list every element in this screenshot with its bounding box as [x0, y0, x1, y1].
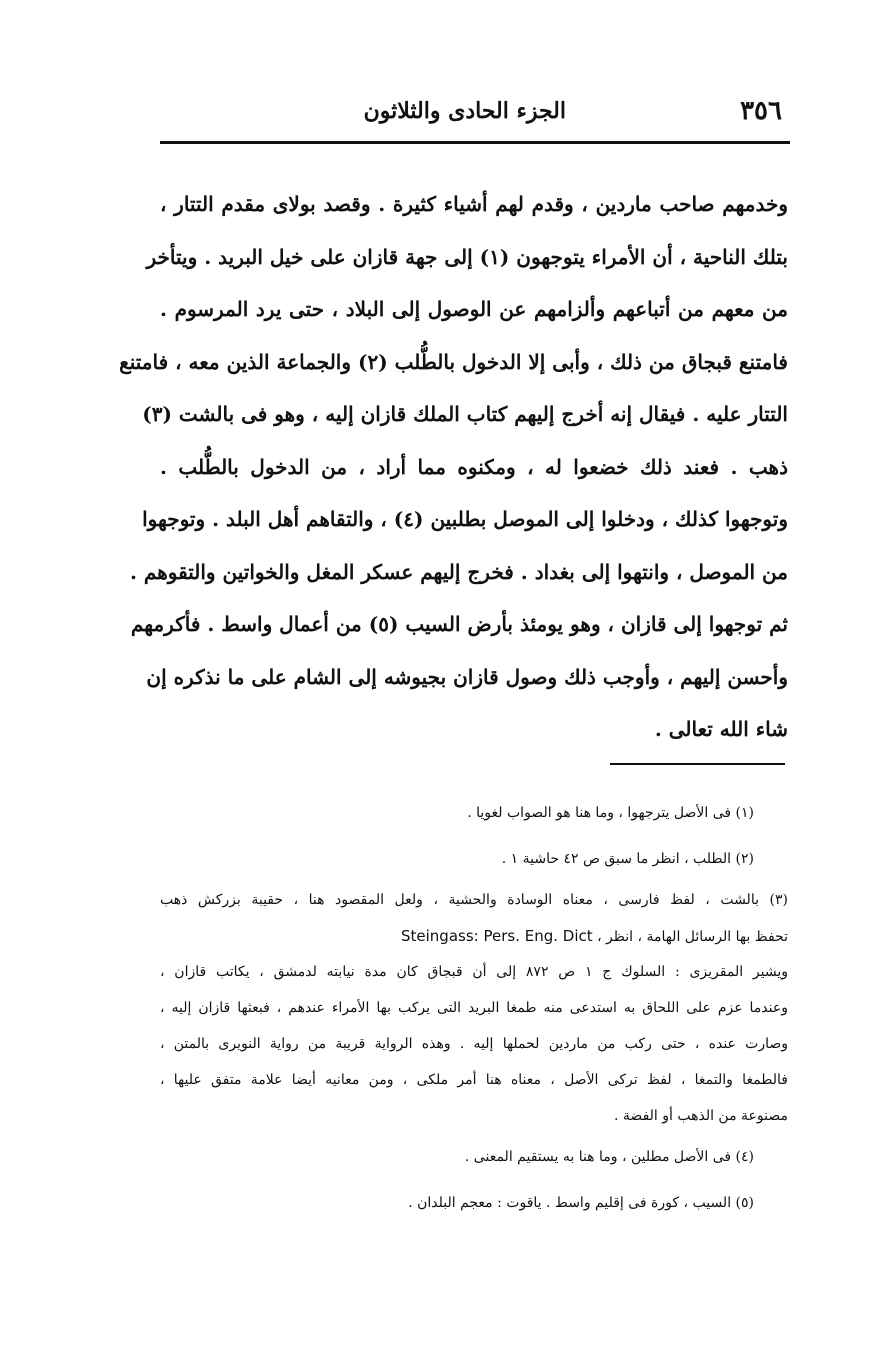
footnote-3-text: مصنوعة من الذهب أو الفضة . — [614, 1108, 788, 1124]
footnote-5: (٥) السيب ، كورة فى إقليم واسط . ياقوت : معجم البلدان . — [408, 1195, 754, 1211]
footnote-3-text: تحفظ بها الرسائل الهامة ، انظر ، — [597, 929, 788, 945]
running-title: الجزء الحادى والثلاثون — [363, 98, 566, 124]
text-line: فامتنع قبجاق من ذلك ، وأبى إلا الدخول بالطُّلب (٢) والجماعة الذين معه ، فامتنع — [119, 349, 788, 374]
text-line: وأحسن إليهم ، وأوجب ذلك وصول قازان بجيوشه إلى الشام على ما نذكره إن — [146, 664, 788, 689]
footnote-separator — [610, 763, 785, 765]
text-line: ذهب . فعند ذلك خضعوا له ، ومكنوه مما أراد ، من الدخول بالطُّلب . — [160, 454, 788, 479]
text-line: وخدمهم صاحب ماردين ، وقدم لهم أشياء كثيرة . وقصد بولاى مقدم التتار ، — [160, 192, 788, 216]
footnote-2: (٢) الطلب ، انظر ما سبق ص ٤٢ حاشية ١ . — [501, 851, 754, 867]
footnote-4: (٤) فى الأصل مطلين ، وما هنا به يستقيم المعنى . — [464, 1149, 754, 1165]
main-text — [119, 178, 788, 756]
text-line: بتلك الناحية ، أن الأمراء يتوجهون (١) إلى جهة قازان على خيل البريد . ويتأخر — [146, 244, 788, 269]
footnote-3-text: فالطمغا والتمغا ، لفظ تركى الأصل ، معناه هنا أمر ملكى ، ومن معانيه أيضا علامة متفق عليها ، — [160, 1072, 788, 1088]
text-line: من الموصل ، وانتهوا إلى بغداد . فخرج إليهم عسكر المغل والخواتين والتقوهم . — [129, 559, 788, 584]
footnote-1: (١) فى الأصل يترجهوا ، وما هنا هو الصواب لغويا . — [467, 805, 754, 821]
footnote-3-text: وصارت عنده ، حتى ركب من ماردين لحملها إليه . وهذه الرواية قريبة من رواية النويرى بالمتن ، — [160, 1036, 788, 1052]
text-line: من معهم من أتباعهم وألزامهم عن الوصول إلى البلاد ، حتى يرد المرسوم . — [160, 297, 788, 321]
footnote-3: (٣) بالشت ، لفظ فارسى ، معناه الوسادة والحشية ، ولعل المقصود هنا ، حقيبة بزركش ذهب — [160, 892, 788, 908]
text-line: ثم توجهوا إلى قازان ، وهو يومئذ بأرض السيب (٥) من أعمال واسط . فأكرمهم — [130, 612, 788, 636]
footnote-3-text: وعندما عزم على اللحاق به استدعى منه طمغا البريد التى يركب بها الأمراء عندهم ، فبعثها قازان إليه ، — [160, 1000, 788, 1016]
footnote-3-text: ويشير المقريزى : السلوك ج ١ ص ٨٧٢ إلى أن قبجاق كان مدة نيابته لدمشق ، يكاتب قازان ، — [160, 964, 788, 980]
page-header — [160, 96, 788, 136]
header-rule — [160, 141, 790, 144]
text-line: التتار عليه . فيقال إنه أخرج إليهم كتاب الملك قازان إليه ، وهو فى بالشت (٣) — [142, 402, 788, 426]
dictionary-citation: Steingass: Pers. Eng. Dict — [401, 927, 593, 945]
footnote-3-reference — [160, 918, 788, 954]
footnotes — [160, 790, 788, 1226]
text-line: وتوجهوا كذلك ، ودخلوا إلى الموصل بطلبين (٤) ، والتقاهم أهل البلد . وتوجهوا — [142, 507, 788, 531]
page-number: ٣٥٦ — [740, 96, 782, 126]
text-line: شاء الله تعالى . — [654, 717, 788, 741]
